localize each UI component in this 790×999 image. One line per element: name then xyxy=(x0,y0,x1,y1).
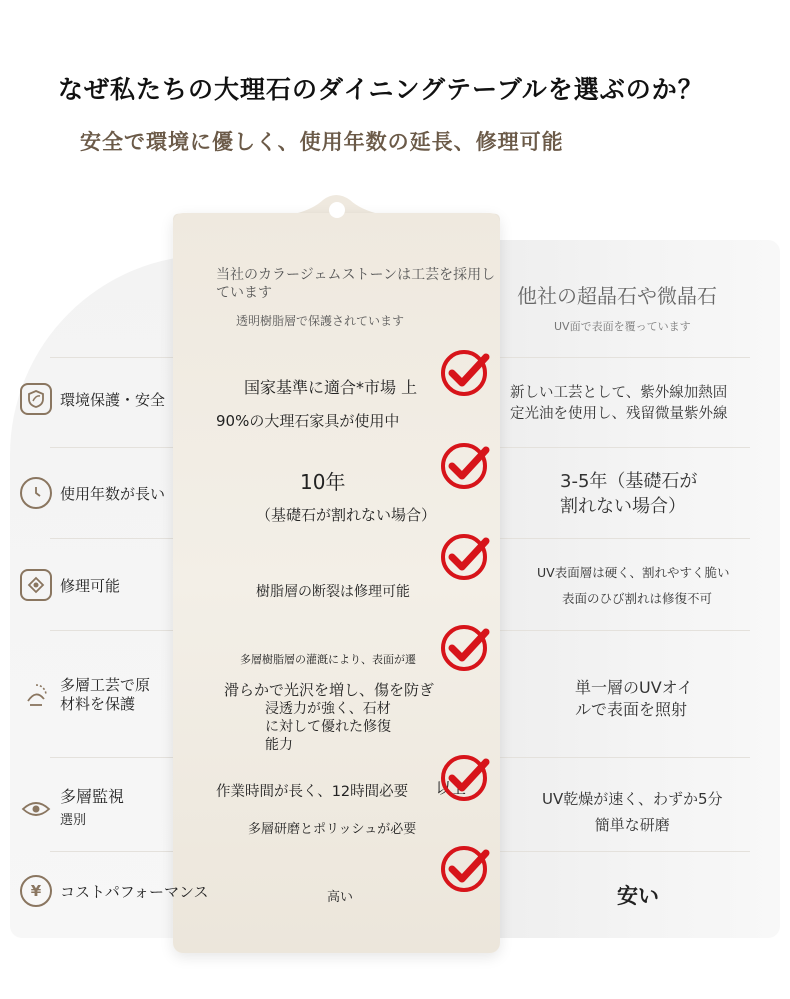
layers-icon xyxy=(20,679,52,711)
competitor-sub: UV面で表面を覆っています xyxy=(554,320,691,333)
row-label-text xyxy=(60,785,124,833)
row1-right xyxy=(510,383,728,425)
row5-center-a: 作業時間が長く、12時間必要 xyxy=(216,784,409,800)
check-icon xyxy=(440,347,492,399)
row4-right xyxy=(575,677,693,721)
row-label-line: 選別 xyxy=(60,813,87,828)
row6-center-a: 高い xyxy=(327,890,354,905)
row1-center-b: 90%の大理石家具が使用中 xyxy=(216,412,400,430)
card-hole xyxy=(329,202,345,218)
check-icon xyxy=(440,843,492,895)
row3-right-a: UV表面層は硬く、割れやすく脆い xyxy=(537,565,730,580)
card-header-line: 当社のカラージェムストーンは工芸を採用し xyxy=(216,267,496,283)
repair-icon xyxy=(20,569,52,601)
eye-icon xyxy=(20,793,52,825)
row1-center-a: 国家基準に適合*市場 上 xyxy=(244,378,418,397)
row4-center-e: 能力 xyxy=(265,737,293,753)
row-label-repair xyxy=(20,569,120,601)
row4-center-a: 多層樹脂層の灌漑により、表面が遷 xyxy=(240,653,416,666)
row4-center-d: に対して優れた修復 xyxy=(265,719,391,735)
row-label-line: 多層監視 xyxy=(60,787,125,806)
card-header xyxy=(216,266,495,302)
row2-right-a: 3-5年（基礎石が xyxy=(560,471,698,492)
competitor-title: 他社の超晶石や微晶石 xyxy=(517,284,717,308)
row1-right-a: 新しい工芸として、紫外線加熱固 xyxy=(510,385,728,401)
row-label-cost xyxy=(20,875,209,907)
check-icon xyxy=(440,622,492,674)
row6-right-a: 安い xyxy=(617,884,659,908)
row-label-text: 修理可能 xyxy=(60,576,121,595)
row4-center-c: 浸透力が強く、石材 xyxy=(265,701,391,717)
row-label-line: 多層工芸で原 xyxy=(60,676,151,694)
row5-right xyxy=(542,786,723,838)
row-label-inspection xyxy=(20,785,124,833)
yen-icon: ¥ xyxy=(20,875,52,907)
row-label-text: 使用年数が長い xyxy=(60,484,166,503)
row2-right-b: 割れない場合） xyxy=(560,496,686,517)
clock-icon xyxy=(20,477,52,509)
row5-center-x: 以上 xyxy=(436,779,467,797)
row-label-lifespan xyxy=(20,477,165,509)
row4-center-detail xyxy=(265,700,391,754)
check-icon xyxy=(440,752,492,804)
card-header-line: ています xyxy=(216,285,272,301)
row1-right-b: 定光油を使用し、残留微量紫外線 xyxy=(510,406,728,422)
card-header-sub: 透明樹脂層で保護されています xyxy=(236,314,405,328)
leaf-shield-icon xyxy=(20,383,52,415)
page-subtitle: 安全で環境に優しく、使用年数の延長、修理可能 xyxy=(80,130,564,154)
page-title: なぜ私たちの大理石のダイニングテーブルを選ぶのか？ xyxy=(58,75,704,104)
row-label-environment xyxy=(20,383,165,415)
row2-center-b: （基礎石が割れない場合） xyxy=(256,506,437,524)
row5-right-a: UV乾燥が速く、わずか5分 xyxy=(542,790,723,808)
row5-center-b: 多層研磨とポリッシュが必要 xyxy=(248,822,417,837)
row2-center-a: 10年 xyxy=(300,470,346,494)
row-label-text: 環境保護・安全 xyxy=(60,390,166,409)
row-label-text xyxy=(60,676,150,714)
row-label-multilayer xyxy=(20,676,150,714)
row-label-line: 材料を保護 xyxy=(60,695,136,713)
check-icon xyxy=(440,440,492,492)
row4-right-a: 単一層のUVオイ xyxy=(575,678,693,697)
row-label-text: コストパフォーマンス xyxy=(60,882,209,901)
row4-right-b: ルで表面を照射 xyxy=(575,700,688,719)
row2-right xyxy=(560,469,697,519)
row3-center-a: 樹脂層の断裂は修理可能 xyxy=(256,584,410,600)
row4-center-b: 滑らかで光沢を増し、傷を防ぎ xyxy=(224,681,435,699)
check-icon xyxy=(440,531,492,583)
row3-right-b: 表面のひび割れは修復不可 xyxy=(562,591,713,606)
row3-right xyxy=(537,560,729,612)
row5-right-b: 簡単な研磨 xyxy=(594,816,670,834)
